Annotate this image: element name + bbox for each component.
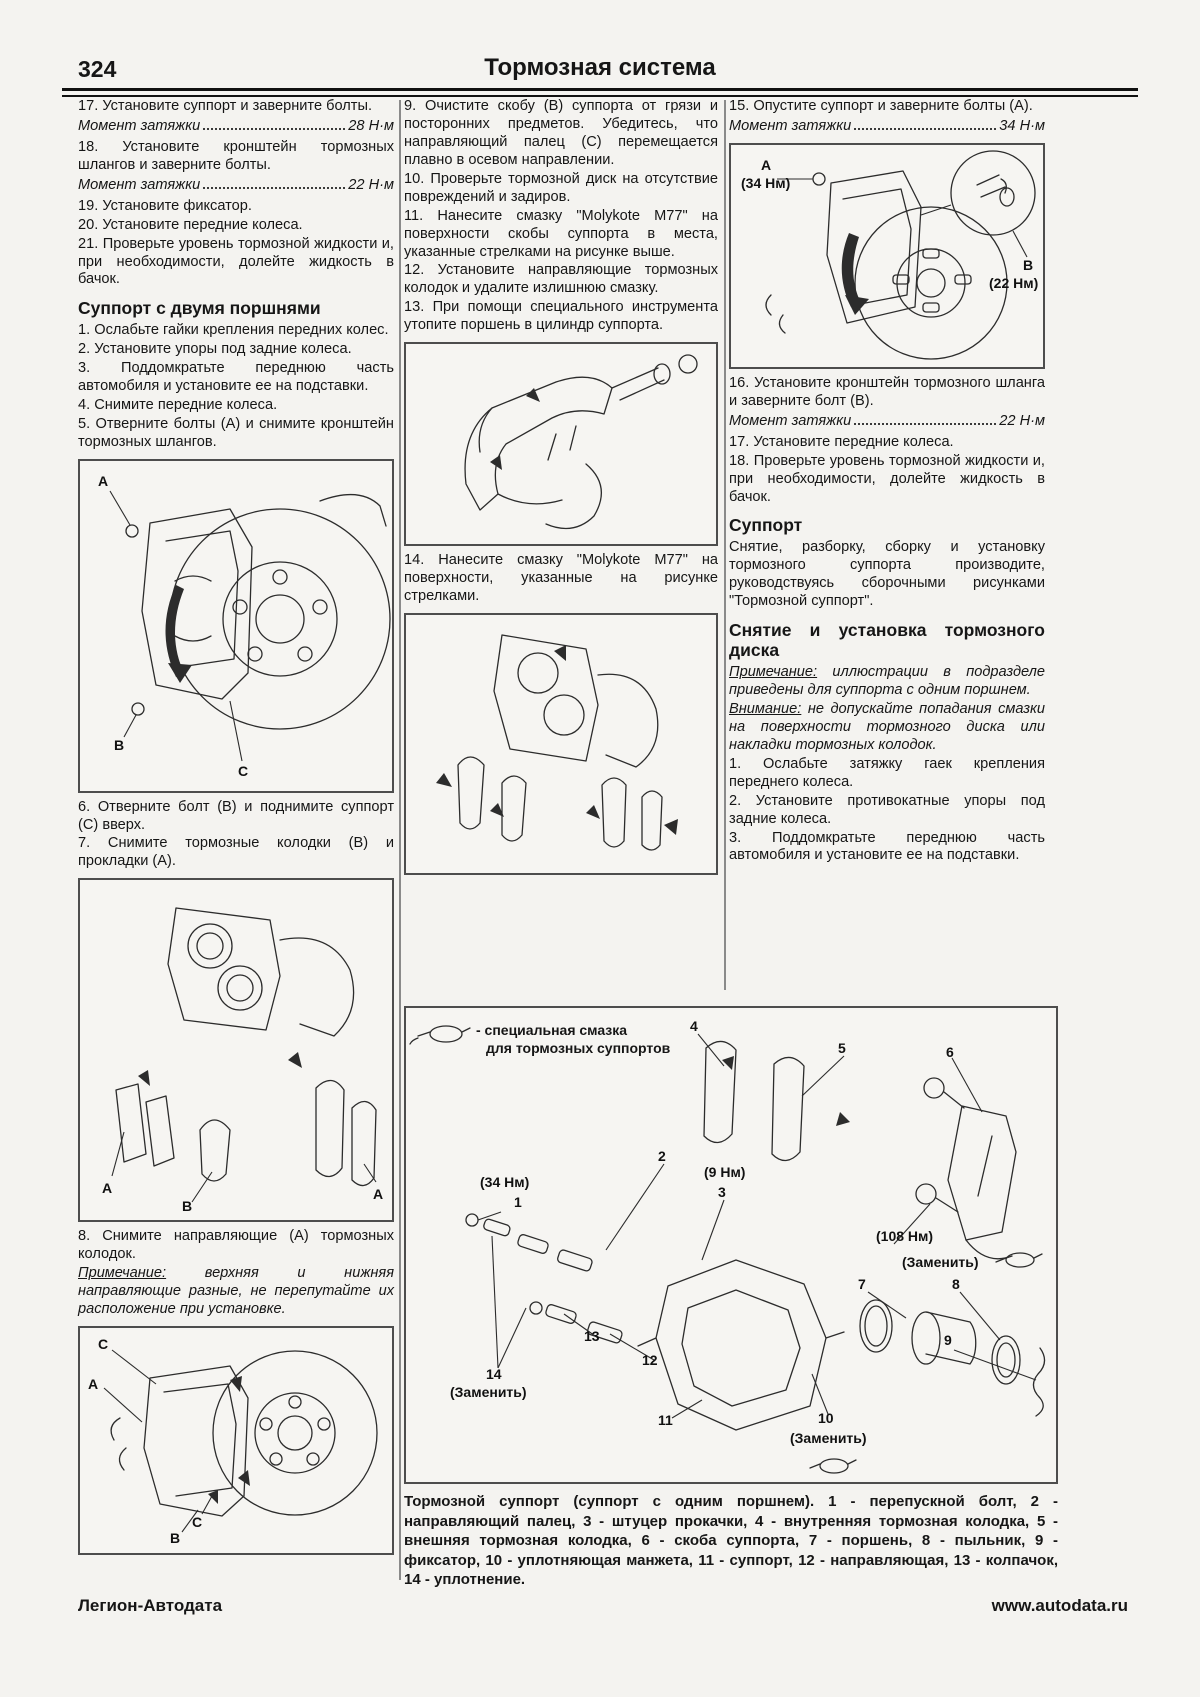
part-label-13: 13 xyxy=(584,1328,600,1344)
dot-leader xyxy=(854,127,996,130)
warning-label: Внимание: xyxy=(729,700,802,717)
column-middle xyxy=(404,98,718,881)
step-18b: 18. Проверьте уровень тормозной жидкости и, при необходимости, долейте жидкость в бачок. xyxy=(729,452,1045,505)
figure-lower-caliper xyxy=(729,143,1045,369)
torque-line xyxy=(729,118,1045,136)
fig1-label-c: C xyxy=(238,762,249,779)
step-21: 21. Проверьте уровень тормозной жидкости и, при необходимости, долейте жидкость в бачок. xyxy=(78,235,394,288)
dot-leader xyxy=(203,186,345,189)
fig2-label-a1: А xyxy=(102,1180,113,1197)
part-label-7: 7 xyxy=(858,1276,866,1292)
step-1b: 1. Ослабьте затяжку гаек крепления переднего колеса. xyxy=(729,755,1045,790)
part-label-9: 9 xyxy=(944,1332,952,1348)
torque-label-9nm: (9 Нм) xyxy=(704,1164,746,1180)
part-label-3: 3 xyxy=(718,1184,726,1200)
step-9: 9. Очистите скобу (В) суппорта от грязи и посторонних предметов. Убедитесь, что направляющий палец (С) перемещается плавно в осевом направлении. xyxy=(404,98,718,168)
section-heading-caliper: Суппорт xyxy=(729,515,803,536)
replace-label-2: (Заменить) xyxy=(450,1384,527,1400)
fig1-label-b: B xyxy=(114,736,125,753)
column-rule-1 xyxy=(399,100,401,1580)
grease-icon xyxy=(810,1459,856,1473)
column-left xyxy=(78,98,394,1561)
page-title: Тормозная система xyxy=(484,54,716,81)
note-text: иллюстрации в подразделе приведены для суппорта с одним поршнем. xyxy=(729,664,1045,699)
step-17b: 17. Установите передние колеса. xyxy=(729,433,954,450)
part-label-14: 14 xyxy=(486,1366,502,1382)
part-label-12: 12 xyxy=(642,1352,658,1368)
step-15: 15. Опустите суппорт и заверните болты (А). xyxy=(729,98,1033,114)
step-20: 20. Установите передние колеса. xyxy=(78,216,303,233)
step-18: 18. Установите кронштейн тормозных шлангов и заверните болты. xyxy=(78,138,394,173)
step-19: 19. Установите фиксатор. xyxy=(78,197,252,214)
part-label-5: 5 xyxy=(838,1040,846,1056)
torque-value: 34 Н·м xyxy=(999,117,1045,134)
column-right xyxy=(729,98,1045,866)
part-label-8: 8 xyxy=(952,1276,960,1292)
fig6-label-a: А xyxy=(761,156,772,173)
grease-icon xyxy=(996,1253,1042,1267)
part-label-10: 10 xyxy=(818,1410,834,1426)
note-label: Примечание: xyxy=(78,1265,167,1282)
step-3b: 3. Поддомкратьте переднюю часть автомобиля и установите ее на подставки. xyxy=(729,829,1045,864)
torque-value: 22 Н·м xyxy=(348,176,394,193)
column-rule-2 xyxy=(724,100,726,990)
figure-pads-grease-points xyxy=(404,613,718,875)
step-8: 8. Снимите направляющие (А) тормозных колодок. xyxy=(78,1228,394,1263)
note-guides xyxy=(78,1265,394,1319)
dot-leader xyxy=(203,127,345,130)
torque-label-108nm: (108 Нм) xyxy=(876,1228,934,1244)
step-10: 10. Проверьте тормозной диск на отсутствие повреждений и задиров. xyxy=(404,170,718,205)
publisher-site: www.autodata.ru xyxy=(991,1596,1128,1615)
publisher-name: Легион-Автодата xyxy=(78,1596,223,1615)
note-label: Примечание: xyxy=(729,664,818,681)
caliper-paragraph: Снятие, разборку, сборку и установку тормозного суппорта производите, руководствуясь сборочными рисунками "Тормозной суппорт". xyxy=(729,539,1045,609)
step-7: 7. Снимите тормозные колодки (В) и прокладки (А). xyxy=(78,835,394,870)
warning-text: не допускайте попадания смазки на поверхности тормозного диска или накладки тормозных колодок. xyxy=(729,700,1045,753)
fig6-torque-a: (34 Нм) xyxy=(741,174,791,191)
header-rule xyxy=(62,88,1138,97)
note-illustrations xyxy=(729,664,1045,700)
figure-caliper-bracket xyxy=(404,342,718,546)
warning-grease xyxy=(729,701,1045,755)
grease-icon xyxy=(410,1026,470,1044)
step-2b: 2. Установите противокатные упоры под задние колеса. xyxy=(729,792,1045,827)
dot-leader xyxy=(854,422,996,425)
step-5: 5. Отверните болты (А) и снимите кронштейн тормозных шлангов. xyxy=(78,415,394,450)
step-14: 14. Нанесите смазку "Molykote M77" на поверхности, указанные на рисунке стрелками. xyxy=(404,552,718,605)
replace-label-1: (Заменить) xyxy=(902,1254,979,1270)
fig3-label-a: A xyxy=(88,1376,99,1393)
torque-label: Момент затяжки xyxy=(78,176,201,193)
replace-label-3: (Заменить) xyxy=(790,1430,867,1446)
fig1-label-a: A xyxy=(98,472,109,489)
step-16: 16. Установите кронштейн тормозного шланга и заверните болт (В). xyxy=(729,374,1045,409)
torque-label: Момент затяжки xyxy=(729,412,852,429)
figure-caliper-and-disc xyxy=(78,459,394,793)
part-label-6: 6 xyxy=(946,1044,954,1060)
step-12: 12. Установите направляющие тормозных колодок и удалите излишнюю смазку. xyxy=(404,262,718,297)
step-2: 2. Установите упоры под задние колеса. xyxy=(78,340,352,357)
part-label-11: 11 xyxy=(658,1412,673,1428)
section-heading-two-piston-caliper: Суппорт с двумя поршнями xyxy=(78,298,321,319)
fig6-torque-b: (22 Нм) xyxy=(989,274,1039,291)
fig2-label-b: В xyxy=(182,1198,193,1215)
fig3-label-c1: C xyxy=(98,1336,109,1353)
torque-value: 22 Н·м xyxy=(999,412,1045,429)
note-text: верхняя и нижняя направляющие разные, не перепутайте их расположение при установке. xyxy=(78,1265,394,1318)
section-heading-disc: Снятие и установка тормозного диска xyxy=(729,619,1045,661)
step-6: 6. Отверните болт (В) и поднимите суппорт (С) вверх. xyxy=(78,798,394,833)
torque-label: Момент затяжки xyxy=(729,117,852,134)
grease-legend: - специальная смазка для тормозных суппортов xyxy=(476,1022,671,1056)
part-label-1: 1 xyxy=(514,1194,522,1210)
diagram-caption: Тормозной суппорт (суппорт с одним поршнем). 1 - перепускной болт, 2 - направляющий палец, 3 - штуцер прокачки, 4 - внутренняя тормозная колодка, 5 - внешняя тормозная колодка, 6 - скоба суппорта, 7 - поршень, 8 - пыльник, 9 - фиксатор, 10 - уплотняющая манжета, 11 - суппорт, 12 - направляющая, 13 - колпачок, 14 - уплотнение. xyxy=(404,1493,1058,1588)
part-label-4: 4 xyxy=(690,1018,698,1034)
torque-label-34nm: (34 Нм) xyxy=(480,1174,530,1190)
fig3-label-c2: C xyxy=(192,1514,203,1531)
step-17: 17. Установите суппорт и заверните болты. xyxy=(78,98,373,114)
figure-caliper-exploded xyxy=(404,1006,1058,1484)
fig6-label-b: В xyxy=(1023,256,1034,273)
step-4: 4. Снимите передние колеса. xyxy=(78,396,278,413)
step-1: 1. Ослабьте гайки крепления передних колес. xyxy=(78,322,389,339)
fig3-label-b: B xyxy=(170,1530,181,1547)
torque-line xyxy=(729,413,1045,431)
step-11: 11. Нанесите смазку "Molykote M77" на поверхности скобы суппорта в места, указанные стрелками на рисунке выше. xyxy=(404,207,718,260)
step-3: 3. Поддомкратьте переднюю часть автомобиля и установите ее на подставки. xyxy=(78,359,394,394)
torque-label: Момент затяжки xyxy=(78,117,201,134)
figure-pads-exploded xyxy=(78,878,394,1222)
figure-caliper-guides xyxy=(78,1326,394,1555)
fig2-label-a2: А xyxy=(373,1186,384,1203)
page-number: 324 xyxy=(78,56,117,82)
step-13: 13. При помощи специального инструмента утопите поршень в цилиндр суппорта. xyxy=(404,299,718,334)
torque-line xyxy=(78,118,394,136)
torque-value: 28 Н·м xyxy=(348,117,394,134)
part-label-2: 2 xyxy=(658,1148,666,1164)
torque-line xyxy=(78,177,394,195)
